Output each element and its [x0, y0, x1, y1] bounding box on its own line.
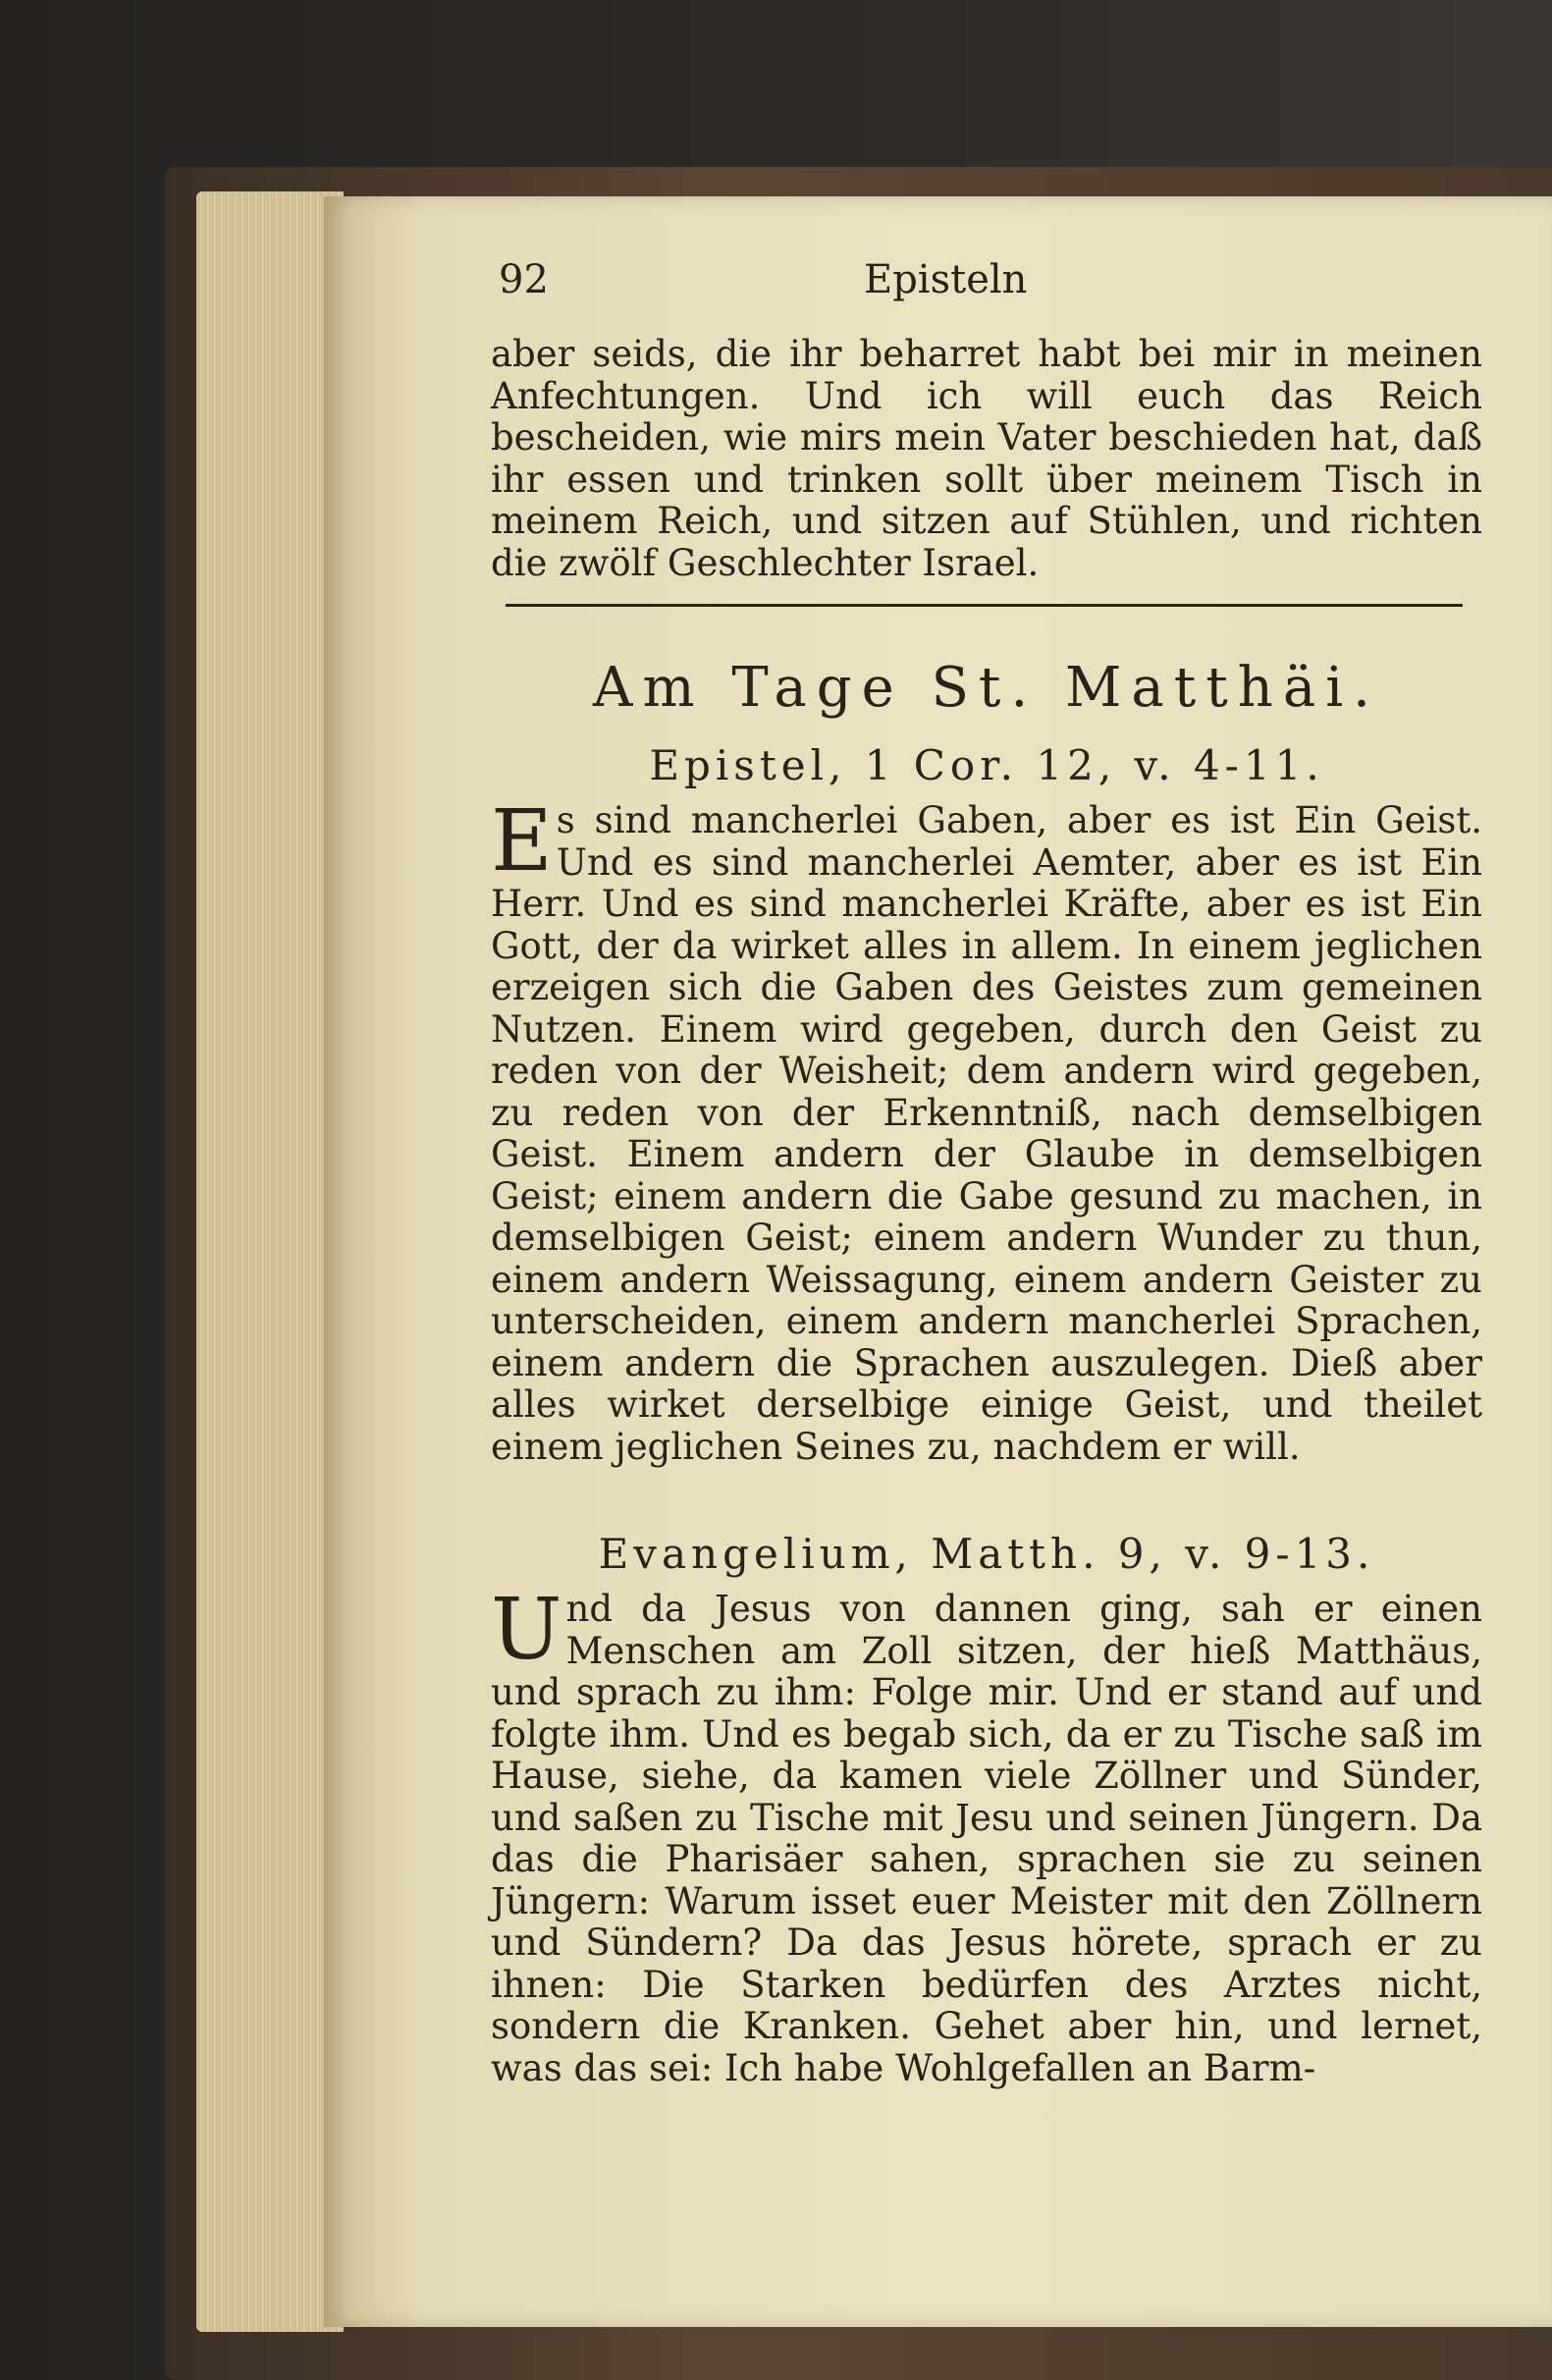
- section-divider: [506, 604, 1463, 607]
- epistle-heading: Epistel, 1 Cor. 12, v. 4-11.: [649, 741, 1324, 789]
- intro-paragraph: aber seids, die ihr beharret habt bei mir in meinen Anfechtungen. Und ich will euch das Reich bescheiden, wie mirs mein Vater beschieden hat, daß ihr essen und trinken sollt über meinem Tisch in meinem Reich, und sitzen auf Stühlen, und richten die zwölf Geschlechter Israel.: [491, 333, 1482, 584]
- epistle-initial: E: [491, 792, 553, 891]
- epistle-paragraph: [491, 792, 1482, 1468]
- gospel-initial: U: [491, 1581, 562, 1679]
- epistle-text: s sind mancherlei Gaben, aber es ist Ein Geist. Und es sind mancherlei Aemter, aber es ist Ein Herr. Und es sind mancherlei Kräfte, aber es ist Ein Gott, der da wirket alles in allem. In einem jeglichen erzeigen sich die Gaben des Geistes zum gemeinen Nutzen. Einem wird gegeben, durch den Geist zu reden von der Weisheit; dem andern wird gegeben, zu reden von der Erkenntniß, nach demselbigen Geist. Einem andern der Glaube in demselbigen Geist; einem andern die Gabe gesund zu machen, in demselbigen Geist; einem andern Wunder zu thun, einem andern Weissagung, einem andern Geister zu unterscheiden, einem andern mancherlei Sprachen, einem andern die Sprachen auszulegen. Dieß aber alles wirket derselbige einige Geist, und theilet einem jeglichen Seines zu, nachdem er will.: [491, 799, 1482, 1468]
- section-title: Am Tage St. Matthäi.: [593, 656, 1380, 720]
- page-number: 92: [499, 257, 549, 302]
- gospel-paragraph: [491, 1581, 1482, 2089]
- page-edges: [196, 191, 344, 2332]
- running-title: Episteln: [864, 257, 1028, 302]
- gospel-heading: Evangelium, Matth. 9, v. 9-13.: [598, 1530, 1375, 1578]
- gospel-text: nd da Jesus von dannen ging, sah er einen Menschen am Zoll sitzen, der hieß Matthäus, und sprach zu ihm: Folge mir. Und er stand auf und folgte ihm. Und es begab sich, da er zu Tische saß im Hause, siehe, da kamen viele Zöllner und Sünder, und saßen zu Tische mit Jesu und seinen Jüngern. Da das die Pharisäer sahen, sprachen sie zu seinen Jüngern: Warum isset euer Meister mit den Zöllnern und Sündern? Da das Jesus hörete, sprach er zu ihnen: Die Starken bedürfen des Arztes nicht, sondern die Kranken. Gehet aber hin, und lernet, was das sei: Ich habe Wohlgefallen an Barm-: [491, 1588, 1482, 2089]
